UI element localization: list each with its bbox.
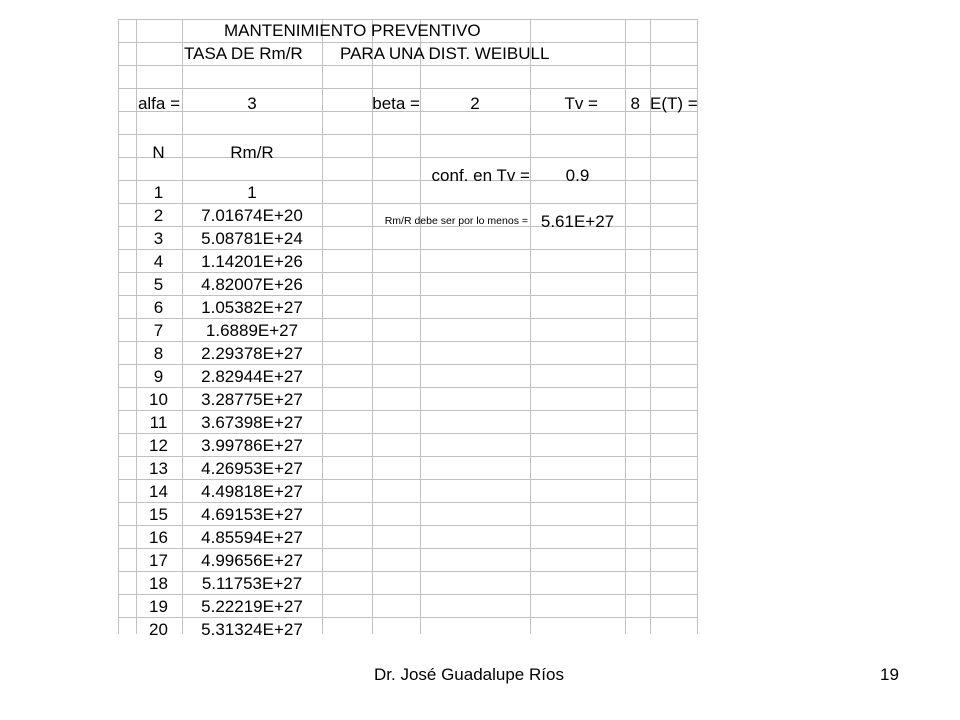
minimum-ratio-label[interactable]: Rm/R debe ser por lo menos = (384, 215, 528, 227)
row-number-cell[interactable]: 10 (149, 390, 168, 409)
row-number-cell[interactable]: 12 (149, 436, 168, 455)
rate-ratio-cell[interactable]: 7.01674E+20 (201, 206, 303, 225)
alfa-value[interactable]: 3 (247, 94, 257, 113)
row-number-cell[interactable]: 4 (153, 252, 164, 271)
rate-ratio-cell[interactable]: 4.69153E+27 (201, 505, 303, 524)
page-number: 19 (880, 665, 899, 684)
column-header-n[interactable]: N (152, 143, 165, 162)
rate-ratio-cell[interactable]: 1.05382E+27 (201, 298, 303, 317)
row-number-cell[interactable]: 18 (149, 574, 168, 593)
rate-ratio-cell[interactable]: 3.99786E+27 (201, 436, 303, 455)
rate-ratio-cell[interactable]: 4.49818E+27 (201, 482, 303, 501)
beta-label[interactable]: beta = (372, 94, 420, 113)
confidence-label[interactable]: conf. en Tv = (431, 166, 530, 185)
sheet-title: MANTENIMIENTO PREVENTIVO (224, 21, 481, 40)
row-number-cell[interactable]: 3 (153, 229, 164, 248)
confidence-value[interactable]: 0.9 (565, 166, 590, 185)
row-number-cell[interactable]: 16 (149, 528, 168, 547)
sheet-subtitle-rate: TASA DE Rm/R (184, 44, 303, 63)
row-number-cell[interactable]: 9 (153, 367, 164, 386)
rate-ratio-cell[interactable]: 4.82007E+26 (201, 275, 303, 294)
column-header-ratio[interactable]: Rm/R (230, 143, 274, 162)
sheet-subtitle-distribution: PARA UNA DIST. WEIBULL (340, 44, 550, 63)
tv-value[interactable]: 8 (630, 94, 640, 113)
rate-ratio-cell[interactable]: 4.85594E+27 (201, 528, 303, 547)
row-number-cell[interactable]: 2 (153, 206, 164, 225)
row-number-cell[interactable]: 11 (149, 413, 168, 432)
row-number-cell[interactable]: 19 (149, 597, 168, 616)
minimum-ratio-value[interactable]: 5.61E+27 (540, 212, 615, 231)
row-number-cell[interactable]: 14 (149, 482, 168, 501)
footer-author: Dr. José Guadalupe Ríos (374, 665, 564, 684)
rate-ratio-cell[interactable]: 2.82944E+27 (201, 367, 303, 386)
row-number-cell[interactable]: 20 (149, 620, 168, 639)
rate-ratio-cell[interactable]: 1.6889E+27 (205, 321, 299, 340)
beta-value[interactable]: 2 (470, 94, 480, 113)
rate-ratio-cell[interactable]: 5.22219E+27 (201, 597, 303, 616)
row-number-cell[interactable]: 17 (149, 551, 168, 570)
rate-ratio-cell[interactable]: 5.08781E+24 (201, 229, 303, 248)
row-number-cell[interactable]: 7 (153, 321, 164, 340)
row-number-cell[interactable]: 15 (149, 505, 168, 524)
tv-label[interactable]: Tv = (564, 94, 598, 113)
rate-ratio-cell[interactable]: 4.99656E+27 (201, 551, 303, 570)
rate-ratio-cell[interactable]: 4.26953E+27 (201, 459, 303, 478)
row-number-cell[interactable]: 6 (153, 298, 164, 317)
rate-ratio-cell[interactable]: 1.14201E+26 (201, 252, 303, 271)
rate-ratio-cell[interactable]: 3.67398E+27 (201, 413, 303, 432)
spreadsheet (118, 19, 698, 639)
row-number-cell[interactable]: 5 (153, 275, 164, 294)
et-label[interactable]: E(T) = (650, 94, 698, 113)
row-number-cell[interactable]: 1 (153, 183, 164, 202)
rate-ratio-cell[interactable]: 3.28775E+27 (201, 390, 303, 409)
row-number-cell[interactable]: 13 (149, 459, 168, 478)
rate-ratio-cell[interactable]: 5.11753E+27 (201, 574, 303, 593)
row-number-cell[interactable]: 8 (153, 344, 164, 363)
alfa-label[interactable]: alfa = (137, 94, 180, 113)
rate-ratio-cell[interactable]: 2.29378E+27 (201, 344, 303, 363)
rate-ratio-cell[interactable]: 1 (247, 183, 257, 202)
rate-ratio-cell[interactable]: 5.31324E+27 (201, 620, 303, 639)
